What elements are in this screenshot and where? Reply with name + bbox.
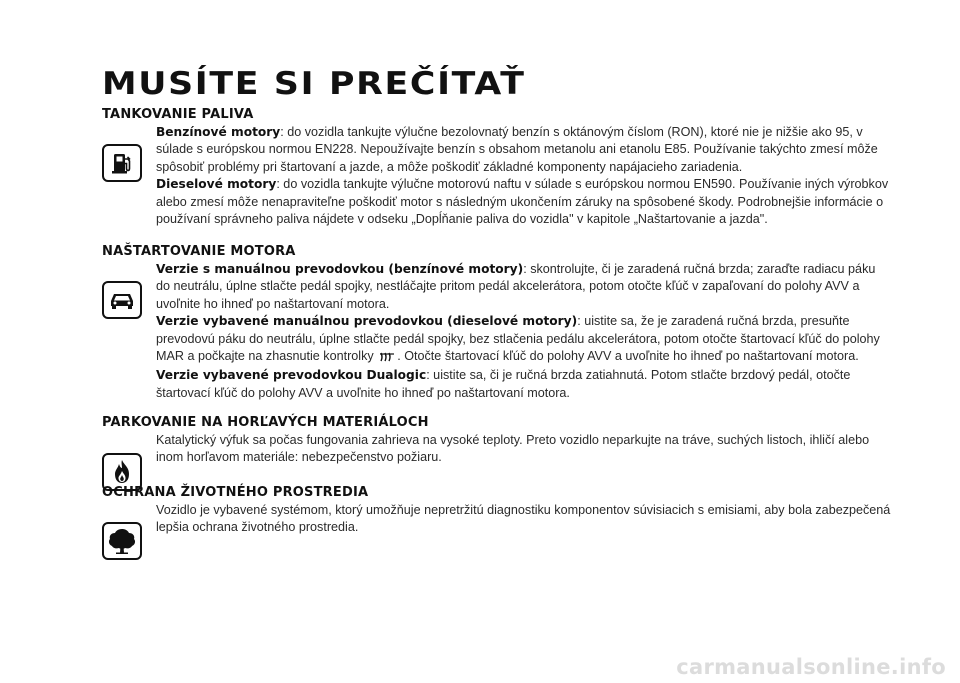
section-heading: TANKOVANIE PALIVA bbox=[102, 107, 254, 122]
section-parking bbox=[102, 414, 892, 467]
watermark: carmanualsonline.info bbox=[676, 655, 946, 679]
paragraph-dualogic: Verzie vybavené prevodovkou Dualogic: uistite sa, či je ručná brzda zatiahnutá. Potom stlačte brzdový pedál, otočte štartovací kľúč do polohy AVV a uvoľnite ho ihneď po naštartovaní motora. bbox=[156, 368, 851, 400]
car-icon bbox=[102, 281, 142, 319]
section-heading: OCHRANA ŽIVOTNÉHO PROSTREDIA bbox=[102, 485, 369, 500]
paragraph-parking: Katalytický výfuk sa počas fungovania zahrieva na vysoké teploty. Preto vozidlo neparkujte na tráve, suchých listoch, ihličí alebo inom horľavom materiále: nebezpečenstvo požiaru. bbox=[156, 433, 870, 465]
section-start bbox=[102, 243, 892, 402]
paragraph-manual-diesel: Verzie vybavené manuálnou prevodovkou (dieselové motory): uistite sa, že je zaradená ručná brzda, presuňte prevodovú páku do neutrálu, úplne stlačte pedál spojky, bez stlačenia pedálu akcelerátora, potom otočte štartovací kľúč do polohy MAR a počkajte na zhasnutie kontrolky . Otočte štartovací kľúč do polohy AVV a uvoľnite ho ihneď po naštartovaní motora. bbox=[156, 313, 892, 367]
fuel-pump-icon bbox=[102, 144, 142, 182]
tree-icon bbox=[102, 522, 142, 560]
paragraph-manual-petrol: Verzie s manuálnou prevodovkou (benzínové motory): skontrolujte, či je zaradená ručná brzda; zaraďte radiacu páku do neutrálu, úplne stlačte pedál spojky, nestláčajte pritom pedál akcelerátora, potom otočte kľúč v zapaľovaní do polohy AVV a uvoľnite ho ihneď po naštartovaní motora. bbox=[156, 262, 876, 311]
paragraph-petrol: Benzínové motory: do vozidla tankujte výlučne bezolovnatý benzín s oktánovým číslom (RON), ktoré nie je nižšie ako 95, v súlade s európskou normou EN228. Nepoužívajte benzín s obsahom metanolu ani etanolu E85. Používanie takýchto zmesí môže spôsobiť problémy pri štartovaní a jazde, a môže poškodiť základné komponenty napájacieho zariadenia. bbox=[156, 125, 878, 174]
section-heading: NAŠTARTOVANIE MOTORA bbox=[102, 244, 296, 259]
paragraph-diesel: Dieselové motory: do vozidla tankujte výlučne motorovú naftu v súlade s európskou normou EN590. Používanie iných výrobkov alebo zmesí môže nenapraviteľne poškodiť motor s následným ukončením záruky na spôsobené škody. Podrobnejšie informácie o používaní správneho paliva nájdete v odseku „Dopĺňanie paliva do vozidla" v kapitole „Naštartovanie a jazda". bbox=[156, 177, 889, 227]
paragraph-environment: Vozidlo je vybavené systémom, ktorý umožňuje nepretržitú diagnostiku komponentov súvisiacich s emisiami, aby bola zabezpečená lepšia ochrana životného prostredia. bbox=[156, 503, 891, 535]
section-environment bbox=[102, 484, 892, 537]
section-heading: PARKOVANIE NA HORĽAVÝCH MATERIÁLOCH bbox=[102, 415, 429, 430]
section-fuel bbox=[102, 106, 892, 228]
glow-plug-icon bbox=[379, 350, 395, 367]
page-title: MUSÍTE SI PREČÍTAŤ bbox=[102, 66, 526, 102]
